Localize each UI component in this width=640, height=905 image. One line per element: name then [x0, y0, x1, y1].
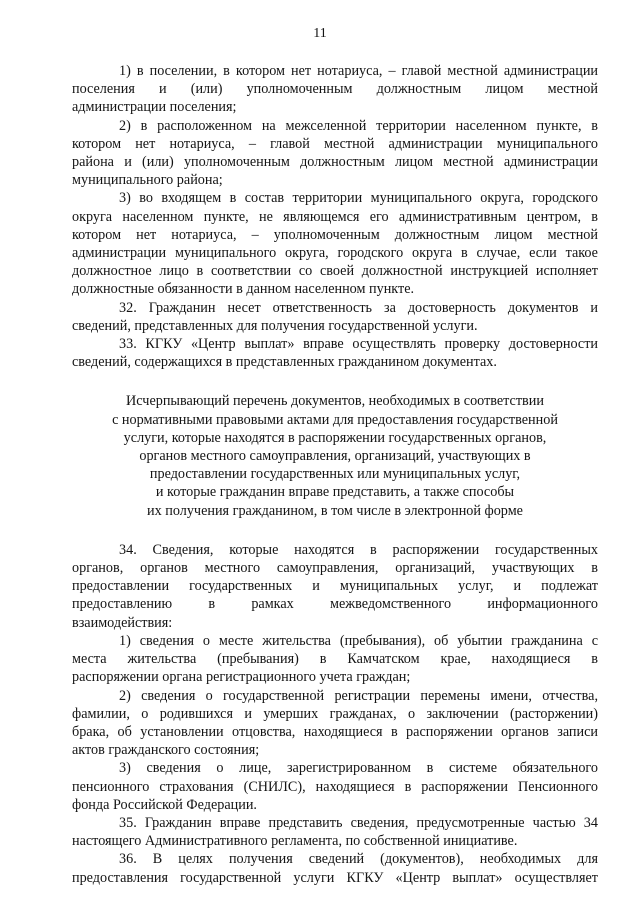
text-line: сведений, представленных для получения государственной услуги. [72, 317, 478, 334]
text-line: 1) сведения о месте жительства (пребывания), об убытии гражданина с [119, 632, 598, 649]
text-line: котором нет нотариуса, – главой местной администрации муниципального [72, 135, 598, 152]
text-line: предоставления государственной услуги КГКУ «Центр выплат» осуществляет [72, 869, 598, 886]
section-heading [72, 392, 598, 519]
text-line: 2) сведения о государственной регистрации перемены имени, отчества, [119, 687, 598, 704]
text-line: района и (или) уполномоченным должностным лицом местной администрации [72, 154, 598, 171]
document-body [72, 62, 598, 887]
text-line: 3) во входящем в состав территории муниципального округа, городского [119, 190, 598, 207]
text-line: должностное лицо в соответствии со своей должностной инструкцией исполняет [72, 263, 598, 280]
text-line: 3) сведения о лице, зарегистрированном в системе обязательного [119, 760, 598, 777]
text-line: места жительства (пребывания) в Камчатском крае, находящиеся в [72, 651, 598, 668]
text-line: 33. КГКУ «Центр выплат» вправе осуществлять проверку достоверности [119, 336, 598, 353]
paragraph-p34_1 [72, 632, 598, 687]
paragraph-p1 [72, 62, 598, 117]
text-line: распоряжении органа регистрационного учета граждан; [72, 669, 411, 686]
text-line: котором нет нотариуса, – уполномоченным должностным лицом местной [72, 226, 598, 243]
text-line: муниципального района; [72, 172, 223, 189]
text-line: поселения и (или) уполномоченным должностным лицом местной [72, 81, 598, 98]
paragraph-p35 [72, 814, 598, 850]
text-line: предоставлении государственных и муниципальных услуг, и подлежат [72, 578, 598, 595]
heading-line: с нормативными правовыми актами для предоставления государственной [112, 411, 558, 428]
text-line: 1) в поселении, в котором нет нотариуса, – главой местной администрации [119, 63, 598, 79]
heading-line: органов местного самоуправления, организаций, участвующих в [139, 448, 531, 465]
text-line: 2) в расположенном на межселенной территории населенном пункте, в [119, 117, 598, 134]
text-line: администрации поселения; [72, 99, 237, 116]
heading-line: и которые гражданин вправе представить, а также способы [155, 484, 515, 501]
text-line: настоящего Административного регламента, по собственной инициативе. [72, 833, 518, 850]
text-line: органов, органов местного самоуправления, организаций, участвующих в [72, 560, 598, 577]
paragraph-p2 [72, 117, 598, 190]
text-line: фамилии, о родившихся и умерших гражданах, о заключении (расторжении) [72, 705, 598, 722]
text-line: актов гражданского состояния; [72, 742, 260, 759]
heading-line: услуги, которые находятся в распоряжении государственных органов, [123, 429, 547, 446]
text-line: пенсионного страхования (СНИЛС), находящиеся в распоряжении Пенсионного [72, 778, 598, 795]
paragraph-p34 [72, 541, 598, 632]
text-line: 35. Гражданин вправе представить сведения, предусмотренные частью 34 [119, 814, 598, 831]
paragraph-p3 [72, 189, 598, 298]
text-line: взаимодействия: [72, 614, 173, 631]
text-line: сведений, содержащихся в представленных гражданином документах. [72, 354, 497, 371]
heading-line: их получения гражданином, в том числе в электронной форме [147, 502, 523, 519]
text-line: 32. Гражданин несет ответственность за достоверность документов и [119, 299, 598, 316]
paragraph-p32 [72, 299, 598, 335]
paragraph-p34_2 [72, 687, 598, 760]
section-interagency-info [72, 541, 598, 887]
text-line: 36. В целях получения сведений (документов), необходимых для [119, 851, 598, 868]
heading-line: Исчерпывающий перечень документов, необходимых в соответствии [126, 393, 544, 410]
paragraph-p33 [72, 335, 598, 371]
text-line: 34. Сведения, которые находятся в распоряжении государственных [119, 541, 598, 558]
text-line: предоставлению в рамках межведомственного информационного [72, 596, 598, 613]
page-number: 11 [313, 26, 327, 41]
text-line: округа населенном пункте, не являющемся его административным центром, в [72, 208, 598, 225]
text-line: брака, об установлении отцовства, находящиеся в распоряжении органов записи [72, 723, 598, 740]
text-line: администрации муниципального округа, городского округа в случае, если такое [72, 245, 598, 262]
paragraph-p34_3 [72, 759, 598, 814]
paragraph-p36 [72, 850, 598, 886]
text-line: должностные обязанности в данном населенном пункте. [72, 281, 415, 298]
section-notary-clauses [72, 62, 598, 371]
text-line: фонда Российской Федерации. [72, 796, 257, 813]
heading-line: предоставлении государственных или муниципальных услуг, [149, 466, 521, 483]
